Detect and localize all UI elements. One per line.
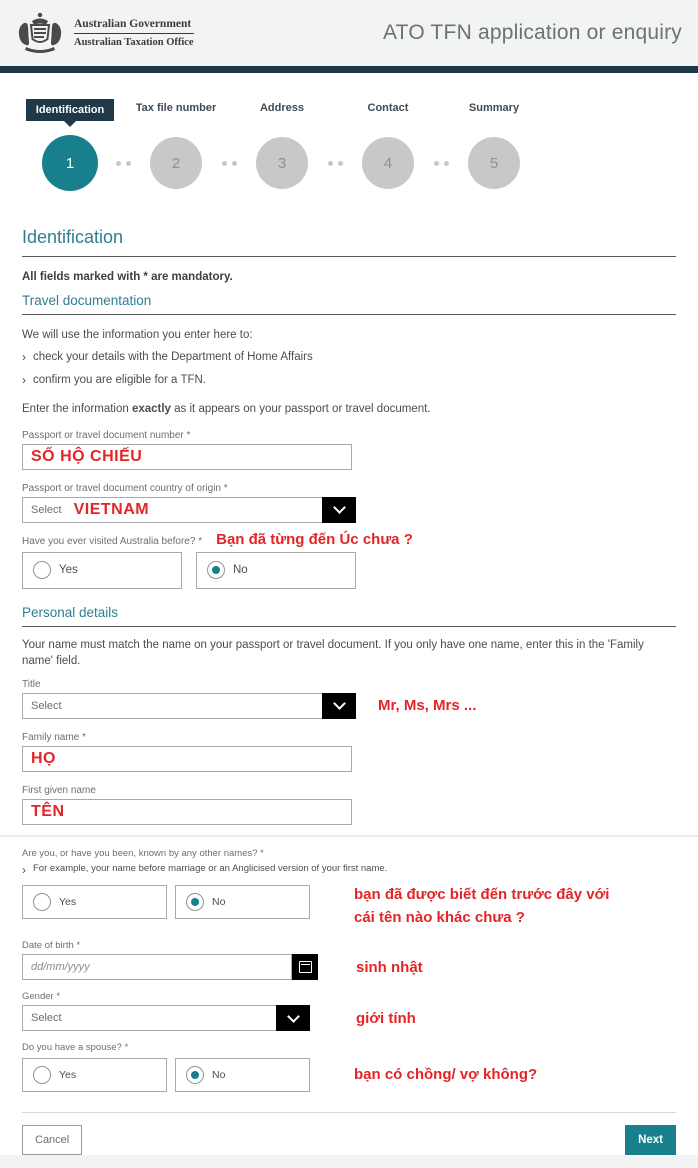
hint-text: For example, your name before marriage or an Anglicised version of your first name. (33, 862, 388, 874)
radio-label: No (212, 895, 226, 908)
radio-label: Yes (59, 895, 77, 908)
step-label: Contact (367, 102, 409, 114)
other-names-annotation (354, 883, 609, 930)
country-of-origin-select[interactable] (22, 497, 356, 523)
step-summary (451, 99, 537, 193)
gender-select-value-area[interactable] (22, 1005, 276, 1031)
visited-yes-option[interactable] (22, 552, 182, 589)
first-given-name-input[interactable] (22, 799, 352, 825)
select-placeholder: Select (31, 1012, 62, 1025)
step-address (239, 99, 325, 193)
step-circle-1[interactable]: 1 (42, 135, 98, 191)
country-select-value-area[interactable] (22, 497, 322, 523)
lower-section (22, 848, 676, 1092)
annotation-line-2: cái tên nào khác chưa ? (354, 909, 525, 927)
step-connector-dots (431, 99, 451, 193)
exact-note-post: as it appears on your passport or travel document. (170, 402, 431, 415)
annotation-line-1: bạn đã được biết đến trước đây với (354, 885, 610, 903)
next-button[interactable]: Next (625, 1125, 676, 1155)
title-select[interactable] (22, 693, 356, 719)
radio-unselected-icon[interactable] (33, 561, 51, 579)
passport-number-label: Passport or travel document number * (22, 429, 191, 441)
date-of-birth-input[interactable] (22, 954, 292, 980)
visited-no-option[interactable] (196, 552, 356, 589)
gender-annotation: giới tính (356, 1009, 416, 1027)
dob-annotation: sinh nhật (356, 958, 423, 976)
other-names-hint (22, 862, 676, 879)
title-label: Title (22, 678, 41, 690)
chevron-right-icon: › (22, 372, 26, 387)
date-of-birth-field (22, 954, 318, 980)
step-circle-2[interactable]: 2 (150, 137, 202, 189)
other-names-no-option[interactable] (175, 885, 310, 919)
step-circle-3[interactable]: 3 (256, 137, 308, 189)
other-names-label: Are you, or have you been, known by any other names? * (22, 847, 264, 859)
step-circle-5[interactable]: 5 (468, 137, 520, 189)
logo-government-line: Australian Government (74, 18, 194, 34)
spouse-no-option[interactable] (175, 1058, 310, 1092)
screenshot-stitch-divider (0, 835, 698, 837)
step-label: Summary (468, 102, 520, 114)
family-name-annotation: HỌ (31, 749, 56, 767)
chevron-down-icon (333, 501, 346, 514)
step-tax-file-number (133, 99, 219, 193)
exact-note-pre: Enter the information (22, 402, 132, 415)
australian-coat-of-arms-logo (14, 11, 66, 55)
step-contact (345, 99, 431, 193)
radio-label: Yes (59, 1069, 77, 1082)
family-name-label: Family name * (22, 731, 86, 743)
travel-bullet-2 (22, 372, 676, 389)
step-circle-4[interactable]: 4 (362, 137, 414, 189)
bullet-text: confirm you are eligible for a TFN. (33, 373, 206, 386)
step-label: Tax file number (135, 102, 217, 114)
radio-label: No (212, 1069, 226, 1082)
spouse-radio-group (22, 1058, 310, 1092)
radio-label: No (233, 564, 248, 577)
personal-details-heading: Personal details (22, 605, 676, 627)
date-of-birth-label: Date of birth * (22, 940, 81, 952)
footer-actions (22, 1125, 676, 1155)
title-select-value-area[interactable] (22, 693, 322, 719)
radio-selected-icon[interactable] (207, 561, 225, 579)
select-placeholder: Select (31, 699, 62, 712)
cancel-button[interactable]: Cancel (22, 1125, 82, 1155)
step-identification (27, 99, 113, 193)
family-name-input[interactable] (22, 746, 352, 772)
ato-logo (14, 11, 194, 55)
step-connector-dots (219, 99, 239, 193)
title-annotation: Mr, Ms, Mrs ... (378, 697, 477, 715)
date-picker-button[interactable] (292, 954, 318, 980)
radio-selected-icon[interactable] (186, 893, 204, 911)
personal-intro: Your name must match the name on your passport or travel document. If you only have one name, enter this in the 'Family name' field. (22, 638, 644, 667)
spouse-label: Do you have a spouse? * (22, 1042, 129, 1054)
footer-divider (22, 1112, 676, 1113)
country-annotation: VIETNAM (73, 500, 150, 518)
chevron-right-icon: › (22, 862, 26, 877)
other-names-radio-group (22, 885, 310, 919)
other-names-yes-option[interactable] (22, 885, 167, 919)
visited-australia-radio-group (22, 552, 676, 589)
logo-ato-line: Australian Taxation Office (74, 37, 194, 48)
gender-label: Gender * (22, 991, 61, 1003)
exact-note (22, 401, 676, 417)
passport-number-input[interactable] (22, 444, 352, 470)
step-connector-dots (113, 99, 133, 193)
select-placeholder: Select (31, 503, 62, 516)
title-dropdown-button[interactable] (322, 693, 356, 719)
bottom-strip (0, 1155, 698, 1168)
country-dropdown-button[interactable] (322, 497, 356, 523)
app-title: ATO TFN application or enquiry (383, 21, 682, 44)
logo-text (74, 18, 194, 48)
country-of-origin-label: Passport or travel document country of origin * (22, 482, 228, 494)
header (0, 0, 698, 66)
chevron-right-icon: › (22, 350, 26, 365)
spouse-annotation: bạn có chồng/ vợ không? (354, 1065, 538, 1083)
chevron-down-icon (287, 1010, 300, 1023)
radio-unselected-icon[interactable] (33, 1066, 51, 1084)
radio-label: Yes (59, 564, 78, 577)
spouse-yes-option[interactable] (22, 1058, 167, 1092)
gender-dropdown-button[interactable] (276, 1005, 310, 1031)
travel-intro: We will use the information you enter here to: (22, 329, 253, 341)
step-label: Address (259, 102, 305, 114)
visited-australia-annotation: Bạn đã từng đến Úc chưa ? (216, 530, 413, 548)
step-label: Identification (35, 104, 105, 116)
tooltip-pointer-icon (64, 121, 76, 127)
active-step-tooltip (26, 99, 114, 121)
calendar-icon (299, 961, 312, 973)
progress-steps (0, 73, 698, 193)
main-content (0, 193, 698, 1155)
first-given-name-annotation: TÊN (31, 802, 65, 820)
mandatory-note: All fields marked with * are mandatory. (22, 271, 233, 283)
chevron-down-icon (333, 698, 346, 711)
travel-documentation-heading: Travel documentation (22, 293, 676, 315)
header-accent-bar (0, 66, 698, 73)
passport-number-annotation: SỐ HỘ CHIẾU (31, 447, 143, 465)
step-connector-dots (325, 99, 345, 193)
gender-select[interactable] (22, 1005, 310, 1031)
travel-bullet-1 (22, 349, 676, 366)
radio-unselected-icon[interactable] (33, 893, 51, 911)
page-title: Identification (22, 227, 676, 257)
bullet-text: check your details with the Department of Home Affairs (33, 351, 313, 364)
exact-note-bold: exactly (131, 402, 171, 415)
radio-selected-icon[interactable] (186, 1066, 204, 1084)
visited-australia-label: Have you ever visited Australia before? * (22, 535, 203, 547)
first-given-name-label: First given name (22, 784, 96, 796)
